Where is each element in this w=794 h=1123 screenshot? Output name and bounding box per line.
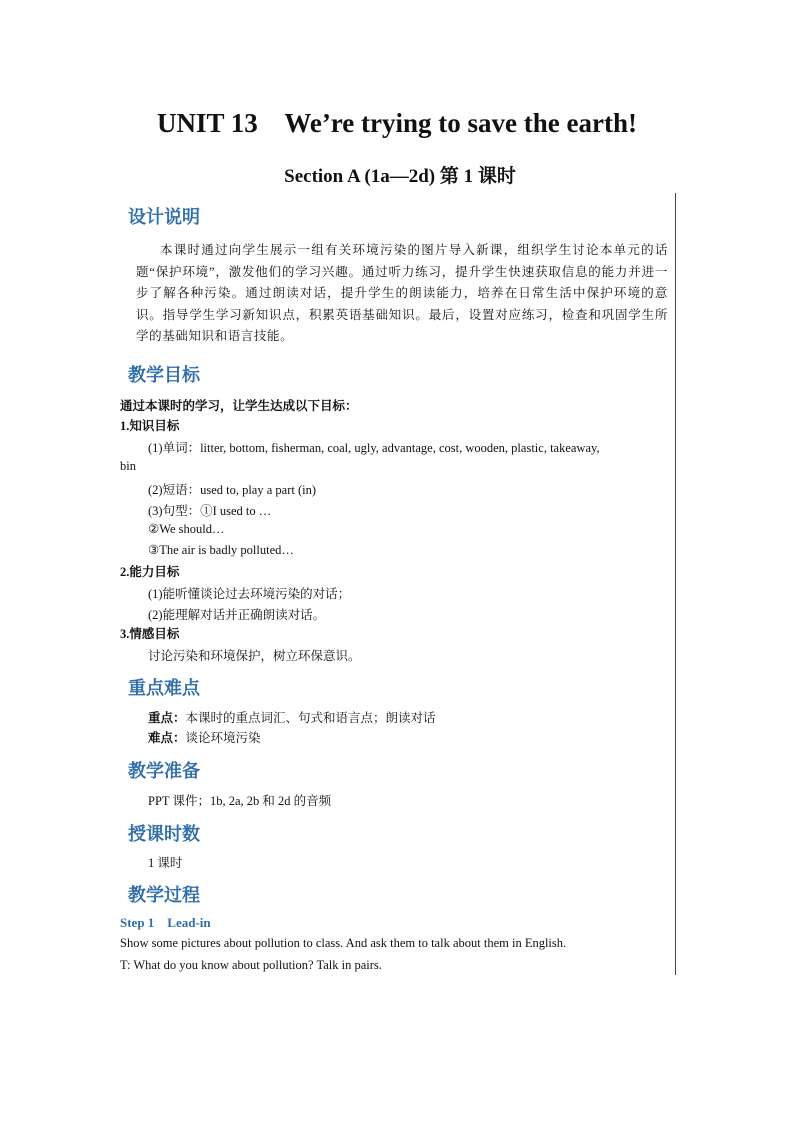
emotion-title: 3.情感目标: [120, 627, 180, 641]
prep-text: PPT 课件；1b, 2a, 2b 和 2d 的音频: [148, 794, 332, 808]
hours-text: 1 课时: [148, 856, 183, 870]
page-subtitle: Section A (1a—2d) 第 1 课时: [284, 166, 516, 187]
emotion-item-1: 讨论污染和环境保护，树立环保意识。: [148, 649, 361, 663]
heading-hours: 授课时数: [128, 824, 200, 845]
difficulty-label: 难点：: [148, 731, 186, 745]
focus-label: 重点：: [148, 711, 186, 725]
process-line-1: Show some pictures about pollution to class. And ask them to talk about them in English.: [120, 936, 567, 950]
knowledge-words-cont: bin: [120, 459, 136, 473]
focus-text: 本课时的重点词汇、句式和语言点；朗读对话: [185, 711, 436, 725]
process-line-2: T: What do you know about pollution? Talk in pairs.: [120, 958, 382, 972]
objectives-intro: 通过本课时的学习，让学生达成以下目标：: [120, 399, 358, 413]
knowledge-title: 1.知识目标: [120, 419, 180, 433]
difficulty-line: [148, 728, 261, 746]
heading-process: 教学过程: [128, 885, 200, 906]
knowledge-sentences: (3)句型：①I used to …: [148, 504, 272, 518]
ability-item-2: (2)能理解对话并正确朗读对话。: [148, 608, 326, 622]
page-title: UNIT 13 We’re trying to save the earth!: [157, 108, 637, 138]
ability-item-1: (1)能听懂谈论过去环境污染的对话；: [148, 587, 351, 601]
heading-objectives: 教学目标: [128, 365, 200, 386]
heading-design: 设计说明: [128, 207, 200, 228]
knowledge-sentence-3: ③The air is badly polluted…: [148, 543, 294, 557]
heading-keypoints: 重点难点: [128, 678, 200, 699]
heading-prep: 教学准备: [128, 761, 200, 782]
design-paragraph: 本课时通过向学生展示一组有关环境污染的图片导入新课，组织学生讨论本单元的话题“保护环境”，激发他们的学习兴趣。通过听力练习，提升学生快速获取信息的能力并进一步了解各种污染。通过朗读对话，提升学生的朗读能力，培养在日常生活中保护环境的意识。指导学生学习新知识点，积累英语基础知识。最后，设置对应练习，检查和巩固学生所学的基础知识和语言技能。: [136, 243, 668, 343]
knowledge-phrases: (2)短语：used to, play a part (in): [148, 483, 317, 497]
margin-rule: [675, 193, 676, 975]
knowledge-sentence-2: ②We should…: [148, 522, 225, 536]
difficulty-text: 谈论环境污染: [185, 731, 261, 745]
step-1-title: Step 1 Lead-in: [120, 915, 211, 930]
focus-line: [148, 708, 436, 726]
ability-title: 2.能力目标: [120, 565, 180, 579]
knowledge-words: (1)单词：litter, bottom, fisherman, coal, ugly, advantage, cost, wooden, plastic, takeaway,: [148, 441, 600, 455]
